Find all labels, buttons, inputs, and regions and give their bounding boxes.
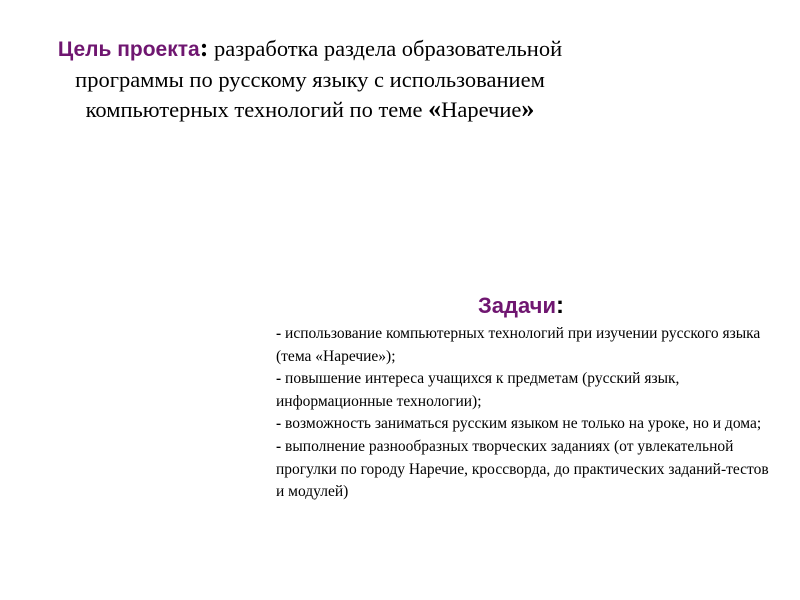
task-text: возможность заниматься русским языком не только на уроке, но и дома;	[285, 415, 762, 433]
goal-quote-close: »	[521, 94, 535, 123]
task-item	[276, 368, 776, 413]
task-text: повышение интереса учащихся к предметам (русский язык, информационные технологии);	[276, 370, 680, 410]
goal-label: Цель проекта	[57, 38, 200, 61]
task-dash: -	[276, 370, 282, 388]
task-item	[276, 413, 776, 436]
task-dash: -	[276, 437, 282, 455]
tasks-list	[276, 323, 776, 504]
tasks-colon: :	[555, 292, 564, 319]
goal-quote-open: «	[428, 94, 442, 123]
task-item	[276, 323, 776, 368]
tasks-title: Задачи	[478, 293, 556, 318]
task-text: выполнение разнообразных творческих заданиях (от увлекательной прогулки по городу Наречие, кроссворда, до практических заданий-тестов и модулей)	[276, 437, 769, 501]
goal-text: разработка раздела образовательной программы по русскому языку с использованием компьютерных технологий по теме	[75, 36, 563, 122]
task-dash: -	[276, 415, 282, 433]
task-dash: -	[276, 325, 282, 342]
goal-topic: Наречие	[441, 97, 522, 122]
task-item	[276, 436, 776, 504]
tasks-heading	[456, 291, 586, 321]
goal-colon: :	[199, 33, 209, 62]
task-text: использование компьютерных технологий при изучении русского языка (тема «Наречие»);	[276, 325, 761, 365]
project-goal	[50, 34, 570, 125]
